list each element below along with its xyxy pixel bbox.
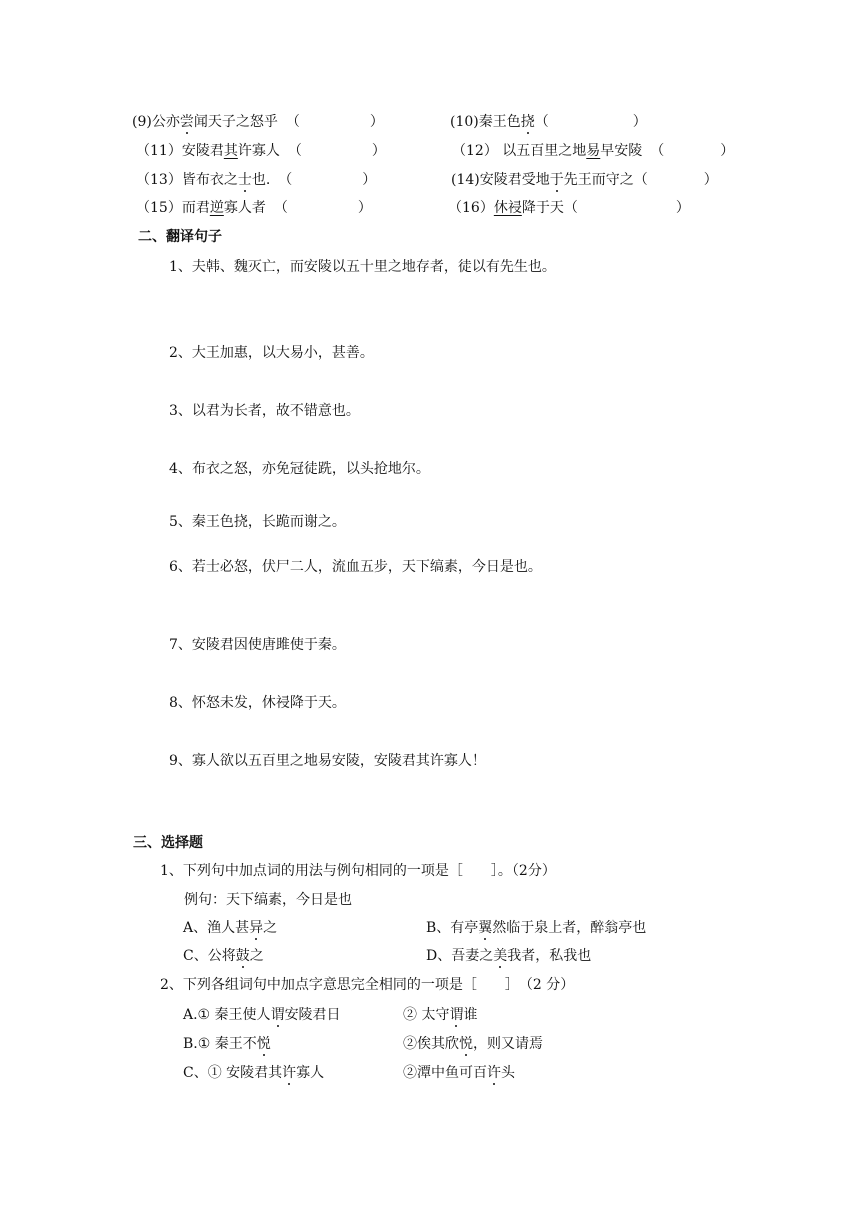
vocab-text: (10)秦王色 <box>450 114 521 130</box>
dotted-char: 谓 <box>449 1007 464 1023</box>
option-text: 之 <box>249 948 264 964</box>
dotted-char: 挠 <box>520 114 535 130</box>
vocab-item-13 <box>136 171 376 189</box>
translate-item-9: 9、寡人欲以五百里之地易安陵，安陵君其许寡人！ <box>169 753 486 769</box>
option-text: 谁 <box>463 1007 478 1023</box>
section-heading-choice: 三、选择题 <box>133 835 203 851</box>
answer-blank[interactable]: （ ） <box>278 172 377 188</box>
vocab-text: （11）安陵君 <box>136 143 224 159</box>
q1-option-b[interactable] <box>426 919 646 937</box>
dotted-char: 美 <box>493 948 508 964</box>
translate-item-2: 2、大王加惠，以大易小，甚善。 <box>169 345 374 361</box>
answer-blank[interactable]: （ ） <box>285 114 384 130</box>
option-text: 寡人 <box>296 1065 325 1081</box>
option-text: 我者，私我也 <box>507 948 592 964</box>
vocab-text: 先王而守之 <box>563 172 634 188</box>
option-text: ②潭中鱼可百 <box>403 1065 487 1081</box>
vocab-item-11 <box>136 142 386 160</box>
option-text: ②俟其欣 <box>403 1036 459 1052</box>
dotted-char: 许 <box>487 1065 501 1081</box>
translate-item-1: 1、夫韩、魏灭亡，而安陵以五十里之地存者，徒以有先生也。 <box>169 259 556 275</box>
vocab-text: (14)安陵君受地 <box>451 172 550 188</box>
q2-option-c-1[interactable] <box>183 1064 324 1082</box>
option-text: 然临于泉上者，醉翁亭也 <box>492 920 647 936</box>
vocab-item-16 <box>448 199 690 217</box>
q1-option-a[interactable] <box>183 919 277 937</box>
option-text: 安陵君日 <box>284 1007 341 1023</box>
vocab-text: （13）皆布衣之 <box>136 172 238 188</box>
dotted-char: 悦 <box>256 1036 271 1052</box>
translate-item-8: 8、怀怒未发，休祲降于天。 <box>169 695 346 711</box>
underlined-char: 逆 <box>209 200 224 216</box>
vocab-text: （12） 以五百里之地 <box>452 143 587 159</box>
option-text: C、① 安陵君其 <box>183 1065 283 1081</box>
vocab-text: 寡人者 <box>223 200 266 216</box>
underlined-char: 其 <box>223 143 238 159</box>
answer-blank[interactable]: （ ） <box>534 114 647 130</box>
option-text: A、渔人甚 <box>183 920 250 936</box>
vocab-text: （16） <box>448 200 494 216</box>
q1-option-d[interactable] <box>426 947 591 965</box>
vocab-item-14 <box>451 171 718 189</box>
vocab-text: 早安陵 <box>600 143 643 159</box>
q2-option-a-1[interactable] <box>183 1006 341 1024</box>
vocab-text: （15）而君 <box>136 200 210 216</box>
answer-blank[interactable]: （ ） <box>287 143 386 159</box>
translate-item-5: 5、秦王色挠，长跪而谢之。 <box>169 514 346 530</box>
dotted-char: 翼 <box>478 920 493 936</box>
answer-blank[interactable]: （ ） <box>650 143 735 159</box>
option-text: D、吾妻之 <box>426 948 494 964</box>
option-text: 头 <box>501 1065 515 1081</box>
dotted-char: 鼓 <box>235 948 250 964</box>
dotted-char: 谓 <box>270 1007 285 1023</box>
vocab-text: 降于天 <box>521 200 564 216</box>
dotted-char: 士 <box>237 172 252 188</box>
option-text: C、公将 <box>183 948 236 964</box>
q2-option-b-2 <box>403 1035 543 1053</box>
translate-item-6: 6、若士必怒，伏尸二人，流血五步，天下缟素，今日是也。 <box>169 559 542 575</box>
vocab-text: 闻天子之怒乎 <box>193 114 278 130</box>
vocab-text: 也. <box>251 172 271 188</box>
dotted-char: 于 <box>549 172 564 188</box>
dotted-char: 尝 <box>179 114 194 130</box>
underlined-char: 易 <box>586 143 601 159</box>
option-text: B.① 秦王不 <box>183 1036 257 1052</box>
section-heading-translate: 二、翻译句子 <box>138 229 222 245</box>
q2-option-c-2 <box>403 1064 515 1082</box>
translate-item-4: 4、布衣之怒，亦免冠徒跣，以头抢地尔。 <box>169 461 430 477</box>
question-1-stem: 1、下列句中加点词的用法与例句相同的一项是［ ］。（2分） <box>160 863 556 879</box>
vocab-item-12 <box>452 142 734 160</box>
answer-blank[interactable]: （ ） <box>633 172 718 188</box>
vocab-item-15 <box>136 199 372 217</box>
option-text: ② 太守 <box>403 1007 450 1023</box>
vocab-text: (9)公亦 <box>132 114 180 130</box>
dotted-char: 许 <box>282 1065 297 1081</box>
option-text: ，则又请焉 <box>473 1036 543 1052</box>
option-text: 之 <box>263 920 278 936</box>
answer-blank[interactable]: （ ） <box>273 200 372 216</box>
vocab-item-10 <box>450 113 647 131</box>
dotted-char: 异 <box>249 920 264 936</box>
option-text: B、有亭 <box>426 920 479 936</box>
vocab-item-9 <box>132 113 384 131</box>
question-2-stem: 2、下列各组词句中加点字意思完全相同的一项是［ ］ （2 分） <box>160 977 575 993</box>
q1-option-c[interactable] <box>183 947 264 965</box>
translate-item-3: 3、以君为长者，故不错意也。 <box>169 403 360 419</box>
q2-option-a-2 <box>403 1006 477 1024</box>
vocab-text: 许寡人 <box>237 143 280 159</box>
option-text: A.① 秦王使人 <box>183 1007 271 1023</box>
dotted-char: 悦 <box>459 1036 473 1052</box>
q2-option-b-1[interactable] <box>183 1035 271 1053</box>
question-1-example: 例句：天下缟素，今日是也 <box>184 892 352 908</box>
underlined-char: 休祲 <box>493 200 522 216</box>
translate-item-7: 7、安陵君因使唐雎使于秦。 <box>169 637 346 653</box>
answer-blank[interactable]: （ ） <box>563 200 690 216</box>
